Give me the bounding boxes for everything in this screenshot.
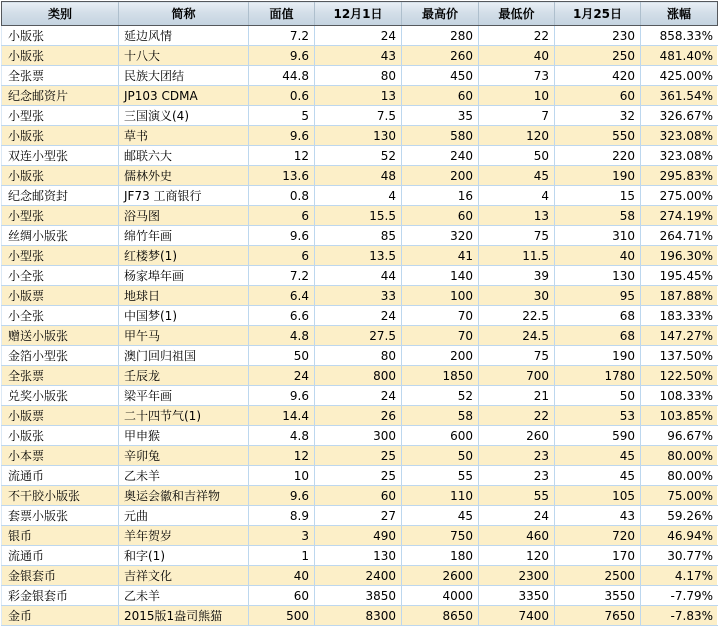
cell-jan25-price: 130 <box>555 266 641 286</box>
cell-high-price: 240 <box>402 146 479 166</box>
cell-low-price: 120 <box>479 546 555 566</box>
cell-change-pct: 46.94% <box>641 526 718 546</box>
cell-category: 流通币 <box>2 546 119 566</box>
cell-name: 三国演义(4) <box>119 106 249 126</box>
cell-jan25-price: 190 <box>555 346 641 366</box>
table-row <box>2 106 718 126</box>
cell-category: 不干胶小版张 <box>2 486 119 506</box>
cell-low-price: 45 <box>479 166 555 186</box>
cell-low-price: 39 <box>479 266 555 286</box>
cell-name: 辛卯兔 <box>119 446 249 466</box>
cell-dec1-price: 13 <box>315 86 402 106</box>
cell-face-value: 4.8 <box>249 426 315 446</box>
cell-jan25-price: 60 <box>555 86 641 106</box>
cell-dec1-price: 60 <box>315 486 402 506</box>
cell-category: 套票小版张 <box>2 506 119 526</box>
cell-low-price: 24 <box>479 506 555 526</box>
cell-category: 小型张 <box>2 206 119 226</box>
cell-jan25-price: 250 <box>555 46 641 66</box>
cell-low-price: 75 <box>479 226 555 246</box>
cell-category: 双连小型张 <box>2 146 119 166</box>
cell-face-value: 500 <box>249 606 315 626</box>
cell-high-price: 200 <box>402 346 479 366</box>
cell-name: 杨家埠年画 <box>119 266 249 286</box>
cell-name: 梁平年画 <box>119 386 249 406</box>
cell-jan25-price: 1780 <box>555 366 641 386</box>
cell-jan25-price: 170 <box>555 546 641 566</box>
table-row <box>2 126 718 146</box>
cell-category: 小全张 <box>2 266 119 286</box>
cell-dec1-price: 130 <box>315 546 402 566</box>
cell-face-value: 7.2 <box>249 26 315 46</box>
table-row <box>2 206 718 226</box>
cell-change-pct: 147.27% <box>641 326 718 346</box>
cell-low-price: 460 <box>479 526 555 546</box>
cell-jan25-price: 7650 <box>555 606 641 626</box>
cell-name: 甲午马 <box>119 326 249 346</box>
cell-change-pct: 96.67% <box>641 426 718 446</box>
cell-name: 儒林外史 <box>119 166 249 186</box>
cell-jan25-price: 550 <box>555 126 641 146</box>
cell-face-value: 50 <box>249 346 315 366</box>
table-row <box>2 426 718 446</box>
cell-category: 全张票 <box>2 366 119 386</box>
cell-category: 流通币 <box>2 466 119 486</box>
cell-dec1-price: 8300 <box>315 606 402 626</box>
cell-name: 延边风情 <box>119 26 249 46</box>
cell-face-value: 24 <box>249 366 315 386</box>
cell-low-price: 21 <box>479 386 555 406</box>
cell-dec1-price: 85 <box>315 226 402 246</box>
cell-high-price: 140 <box>402 266 479 286</box>
cell-dec1-price: 33 <box>315 286 402 306</box>
cell-dec1-price: 490 <box>315 526 402 546</box>
cell-high-price: 70 <box>402 306 479 326</box>
cell-change-pct: 80.00% <box>641 446 718 466</box>
cell-low-price: 260 <box>479 426 555 446</box>
cell-name: 地球日 <box>119 286 249 306</box>
cell-jan25-price: 105 <box>555 486 641 506</box>
cell-name: 乙未羊 <box>119 586 249 606</box>
column-header-high-price: 最高价 <box>402 2 479 26</box>
column-header-change-pct: 涨幅 <box>641 2 718 26</box>
cell-face-value: 6 <box>249 246 315 266</box>
cell-low-price: 7 <box>479 106 555 126</box>
cell-jan25-price: 68 <box>555 326 641 346</box>
cell-low-price: 13 <box>479 206 555 226</box>
cell-name: 民族大团结 <box>119 66 249 86</box>
cell-face-value: 4.8 <box>249 326 315 346</box>
cell-face-value: 8.9 <box>249 506 315 526</box>
cell-face-value: 13.6 <box>249 166 315 186</box>
cell-dec1-price: 800 <box>315 366 402 386</box>
cell-change-pct: 275.00% <box>641 186 718 206</box>
cell-category: 全张票 <box>2 66 119 86</box>
cell-low-price: 22 <box>479 406 555 426</box>
cell-dec1-price: 48 <box>315 166 402 186</box>
cell-low-price: 3350 <box>479 586 555 606</box>
cell-dec1-price: 2400 <box>315 566 402 586</box>
cell-high-price: 2600 <box>402 566 479 586</box>
cell-high-price: 580 <box>402 126 479 146</box>
cell-high-price: 35 <box>402 106 479 126</box>
cell-jan25-price: 43 <box>555 506 641 526</box>
cell-low-price: 10 <box>479 86 555 106</box>
cell-high-price: 60 <box>402 86 479 106</box>
cell-change-pct: -7.79% <box>641 586 718 606</box>
cell-low-price: 40 <box>479 46 555 66</box>
cell-high-price: 50 <box>402 446 479 466</box>
cell-jan25-price: 45 <box>555 466 641 486</box>
cell-name: 和字(1) <box>119 546 249 566</box>
cell-face-value: 6 <box>249 206 315 226</box>
cell-category: 小版张 <box>2 426 119 446</box>
cell-high-price: 200 <box>402 166 479 186</box>
cell-jan25-price: 15 <box>555 186 641 206</box>
cell-face-value: 9.6 <box>249 46 315 66</box>
table-row <box>2 386 718 406</box>
cell-category: 彩金银套币 <box>2 586 119 606</box>
cell-name: 红楼梦(1) <box>119 246 249 266</box>
cell-category: 小版张 <box>2 26 119 46</box>
table-row <box>2 46 718 66</box>
table-row <box>2 546 718 566</box>
cell-category: 赠送小版张 <box>2 326 119 346</box>
cell-jan25-price: 32 <box>555 106 641 126</box>
cell-dec1-price: 24 <box>315 306 402 326</box>
cell-dec1-price: 15.5 <box>315 206 402 226</box>
cell-face-value: 1 <box>249 546 315 566</box>
cell-change-pct: 122.50% <box>641 366 718 386</box>
cell-name: 奥运会徽和吉祥物 <box>119 486 249 506</box>
column-header-jan25-price: 1月25日 <box>555 2 641 26</box>
cell-low-price: 30 <box>479 286 555 306</box>
table-row <box>2 486 718 506</box>
cell-name: 甲申猴 <box>119 426 249 446</box>
table-row <box>2 566 718 586</box>
cell-face-value: 12 <box>249 446 315 466</box>
cell-jan25-price: 2500 <box>555 566 641 586</box>
cell-jan25-price: 220 <box>555 146 641 166</box>
cell-change-pct: 858.33% <box>641 26 718 46</box>
cell-name: 草书 <box>119 126 249 146</box>
cell-high-price: 110 <box>402 486 479 506</box>
cell-face-value: 5 <box>249 106 315 126</box>
table-row <box>2 406 718 426</box>
cell-jan25-price: 58 <box>555 206 641 226</box>
cell-name: 中国梦(1) <box>119 306 249 326</box>
cell-dec1-price: 7.5 <box>315 106 402 126</box>
cell-dec1-price: 4 <box>315 186 402 206</box>
cell-category: 小全张 <box>2 306 119 326</box>
cell-high-price: 260 <box>402 46 479 66</box>
table-row <box>2 66 718 86</box>
table-row <box>2 446 718 466</box>
cell-face-value: 9.6 <box>249 486 315 506</box>
cell-category: 小型张 <box>2 106 119 126</box>
cell-face-value: 0.8 <box>249 186 315 206</box>
cell-high-price: 45 <box>402 506 479 526</box>
cell-face-value: 6.4 <box>249 286 315 306</box>
table-row <box>2 506 718 526</box>
cell-name: 乙未羊 <box>119 466 249 486</box>
table-row <box>2 26 718 46</box>
table-row <box>2 286 718 306</box>
cell-face-value: 10 <box>249 466 315 486</box>
cell-high-price: 55 <box>402 466 479 486</box>
cell-change-pct: 108.33% <box>641 386 718 406</box>
table-row <box>2 346 718 366</box>
cell-name: 二十四节气(1) <box>119 406 249 426</box>
column-header-name: 简称 <box>119 2 249 26</box>
cell-jan25-price: 40 <box>555 246 641 266</box>
cell-dec1-price: 27.5 <box>315 326 402 346</box>
cell-dec1-price: 130 <box>315 126 402 146</box>
table-row <box>2 586 718 606</box>
cell-high-price: 450 <box>402 66 479 86</box>
cell-change-pct: 196.30% <box>641 246 718 266</box>
cell-name: 吉祥文化 <box>119 566 249 586</box>
cell-face-value: 44.8 <box>249 66 315 86</box>
cell-change-pct: 183.33% <box>641 306 718 326</box>
cell-dec1-price: 26 <box>315 406 402 426</box>
cell-face-value: 6.6 <box>249 306 315 326</box>
cell-high-price: 750 <box>402 526 479 546</box>
table-row <box>2 226 718 246</box>
cell-dec1-price: 25 <box>315 446 402 466</box>
cell-jan25-price: 310 <box>555 226 641 246</box>
table-row <box>2 86 718 106</box>
cell-change-pct: 4.17% <box>641 566 718 586</box>
cell-jan25-price: 3550 <box>555 586 641 606</box>
cell-face-value: 40 <box>249 566 315 586</box>
cell-change-pct: 80.00% <box>641 466 718 486</box>
cell-name: 十八大 <box>119 46 249 66</box>
cell-high-price: 4000 <box>402 586 479 606</box>
column-header-low-price: 最低价 <box>479 2 555 26</box>
cell-change-pct: 30.77% <box>641 546 718 566</box>
table-row <box>2 246 718 266</box>
cell-change-pct: 59.26% <box>641 506 718 526</box>
cell-jan25-price: 53 <box>555 406 641 426</box>
cell-dec1-price: 24 <box>315 26 402 46</box>
cell-change-pct: 195.45% <box>641 266 718 286</box>
cell-low-price: 22.5 <box>479 306 555 326</box>
cell-face-value: 60 <box>249 586 315 606</box>
table-row <box>2 166 718 186</box>
cell-high-price: 58 <box>402 406 479 426</box>
cell-category: 金币 <box>2 606 119 626</box>
cell-category: 小版票 <box>2 406 119 426</box>
cell-change-pct: 75.00% <box>641 486 718 506</box>
table-row <box>2 146 718 166</box>
cell-high-price: 60 <box>402 206 479 226</box>
cell-name: 2015版1盎司熊猫 <box>119 606 249 626</box>
cell-change-pct: 187.88% <box>641 286 718 306</box>
header-row <box>2 2 718 26</box>
cell-high-price: 16 <box>402 186 479 206</box>
cell-category: 金箔小型张 <box>2 346 119 366</box>
cell-jan25-price: 420 <box>555 66 641 86</box>
cell-change-pct: 326.67% <box>641 106 718 126</box>
cell-category: 小型张 <box>2 246 119 266</box>
cell-jan25-price: 50 <box>555 386 641 406</box>
cell-dec1-price: 300 <box>315 426 402 446</box>
cell-low-price: 55 <box>479 486 555 506</box>
cell-category: 小版张 <box>2 126 119 146</box>
cell-category: 小版票 <box>2 286 119 306</box>
cell-high-price: 100 <box>402 286 479 306</box>
cell-low-price: 50 <box>479 146 555 166</box>
cell-face-value: 12 <box>249 146 315 166</box>
cell-low-price: 24.5 <box>479 326 555 346</box>
cell-jan25-price: 68 <box>555 306 641 326</box>
cell-low-price: 7400 <box>479 606 555 626</box>
cell-name: 壬辰龙 <box>119 366 249 386</box>
column-header-dec1-price: 12月1日 <box>315 2 402 26</box>
cell-category: 金银套币 <box>2 566 119 586</box>
cell-change-pct: 264.71% <box>641 226 718 246</box>
table-row <box>2 526 718 546</box>
cell-change-pct: 103.85% <box>641 406 718 426</box>
cell-jan25-price: 590 <box>555 426 641 446</box>
table-row <box>2 366 718 386</box>
cell-dec1-price: 27 <box>315 506 402 526</box>
cell-category: 小本票 <box>2 446 119 466</box>
cell-dec1-price: 43 <box>315 46 402 66</box>
cell-low-price: 75 <box>479 346 555 366</box>
cell-face-value: 0.6 <box>249 86 315 106</box>
table-row <box>2 606 718 626</box>
table-row <box>2 186 718 206</box>
table-header <box>2 2 718 26</box>
cell-name: 元曲 <box>119 506 249 526</box>
cell-dec1-price: 44 <box>315 266 402 286</box>
cell-low-price: 700 <box>479 366 555 386</box>
cell-high-price: 280 <box>402 26 479 46</box>
cell-dec1-price: 13.5 <box>315 246 402 266</box>
cell-low-price: 4 <box>479 186 555 206</box>
table-row <box>2 326 718 346</box>
cell-dec1-price: 3850 <box>315 586 402 606</box>
cell-change-pct: -7.83% <box>641 606 718 626</box>
cell-face-value: 3 <box>249 526 315 546</box>
cell-low-price: 120 <box>479 126 555 146</box>
cell-name: 邮联六大 <box>119 146 249 166</box>
cell-change-pct: 481.40% <box>641 46 718 66</box>
cell-category: 小版张 <box>2 46 119 66</box>
cell-change-pct: 425.00% <box>641 66 718 86</box>
cell-dec1-price: 80 <box>315 346 402 366</box>
cell-low-price: 22 <box>479 26 555 46</box>
cell-jan25-price: 95 <box>555 286 641 306</box>
cell-low-price: 11.5 <box>479 246 555 266</box>
cell-category: 银币 <box>2 526 119 546</box>
cell-face-value: 9.6 <box>249 386 315 406</box>
cell-change-pct: 323.08% <box>641 146 718 166</box>
cell-name: 羊年贺岁 <box>119 526 249 546</box>
column-header-category: 类别 <box>2 2 119 26</box>
cell-high-price: 320 <box>402 226 479 246</box>
cell-dec1-price: 80 <box>315 66 402 86</box>
cell-dec1-price: 24 <box>315 386 402 406</box>
column-header-face-value: 面值 <box>249 2 315 26</box>
cell-name: JP103 CDMA <box>119 86 249 106</box>
cell-face-value: 9.6 <box>249 226 315 246</box>
cell-name: 澳门回归祖国 <box>119 346 249 366</box>
cell-high-price: 180 <box>402 546 479 566</box>
cell-category: 纪念邮资封 <box>2 186 119 206</box>
cell-high-price: 8650 <box>402 606 479 626</box>
cell-category: 小版张 <box>2 166 119 186</box>
cell-jan25-price: 45 <box>555 446 641 466</box>
cell-face-value: 7.2 <box>249 266 315 286</box>
cell-jan25-price: 190 <box>555 166 641 186</box>
table-body <box>2 26 718 626</box>
cell-low-price: 73 <box>479 66 555 86</box>
cell-change-pct: 361.54% <box>641 86 718 106</box>
cell-name: 绵竹年画 <box>119 226 249 246</box>
cell-name: 浴马图 <box>119 206 249 226</box>
cell-change-pct: 137.50% <box>641 346 718 366</box>
cell-jan25-price: 230 <box>555 26 641 46</box>
cell-low-price: 2300 <box>479 566 555 586</box>
cell-change-pct: 295.83% <box>641 166 718 186</box>
cell-face-value: 9.6 <box>249 126 315 146</box>
cell-high-price: 52 <box>402 386 479 406</box>
cell-category: 兑奖小版张 <box>2 386 119 406</box>
cell-high-price: 600 <box>402 426 479 446</box>
table-row <box>2 306 718 326</box>
cell-change-pct: 274.19% <box>641 206 718 226</box>
price-table <box>1 1 718 626</box>
cell-high-price: 1850 <box>402 366 479 386</box>
cell-high-price: 70 <box>402 326 479 346</box>
table-row <box>2 266 718 286</box>
table-row <box>2 466 718 486</box>
cell-jan25-price: 720 <box>555 526 641 546</box>
cell-dec1-price: 25 <box>315 466 402 486</box>
cell-low-price: 23 <box>479 466 555 486</box>
cell-category: 丝绸小版张 <box>2 226 119 246</box>
cell-change-pct: 323.08% <box>641 126 718 146</box>
cell-face-value: 14.4 <box>249 406 315 426</box>
cell-category: 纪念邮资片 <box>2 86 119 106</box>
cell-high-price: 41 <box>402 246 479 266</box>
cell-low-price: 23 <box>479 446 555 466</box>
cell-dec1-price: 52 <box>315 146 402 166</box>
cell-name: JF73 工商银行 <box>119 186 249 206</box>
